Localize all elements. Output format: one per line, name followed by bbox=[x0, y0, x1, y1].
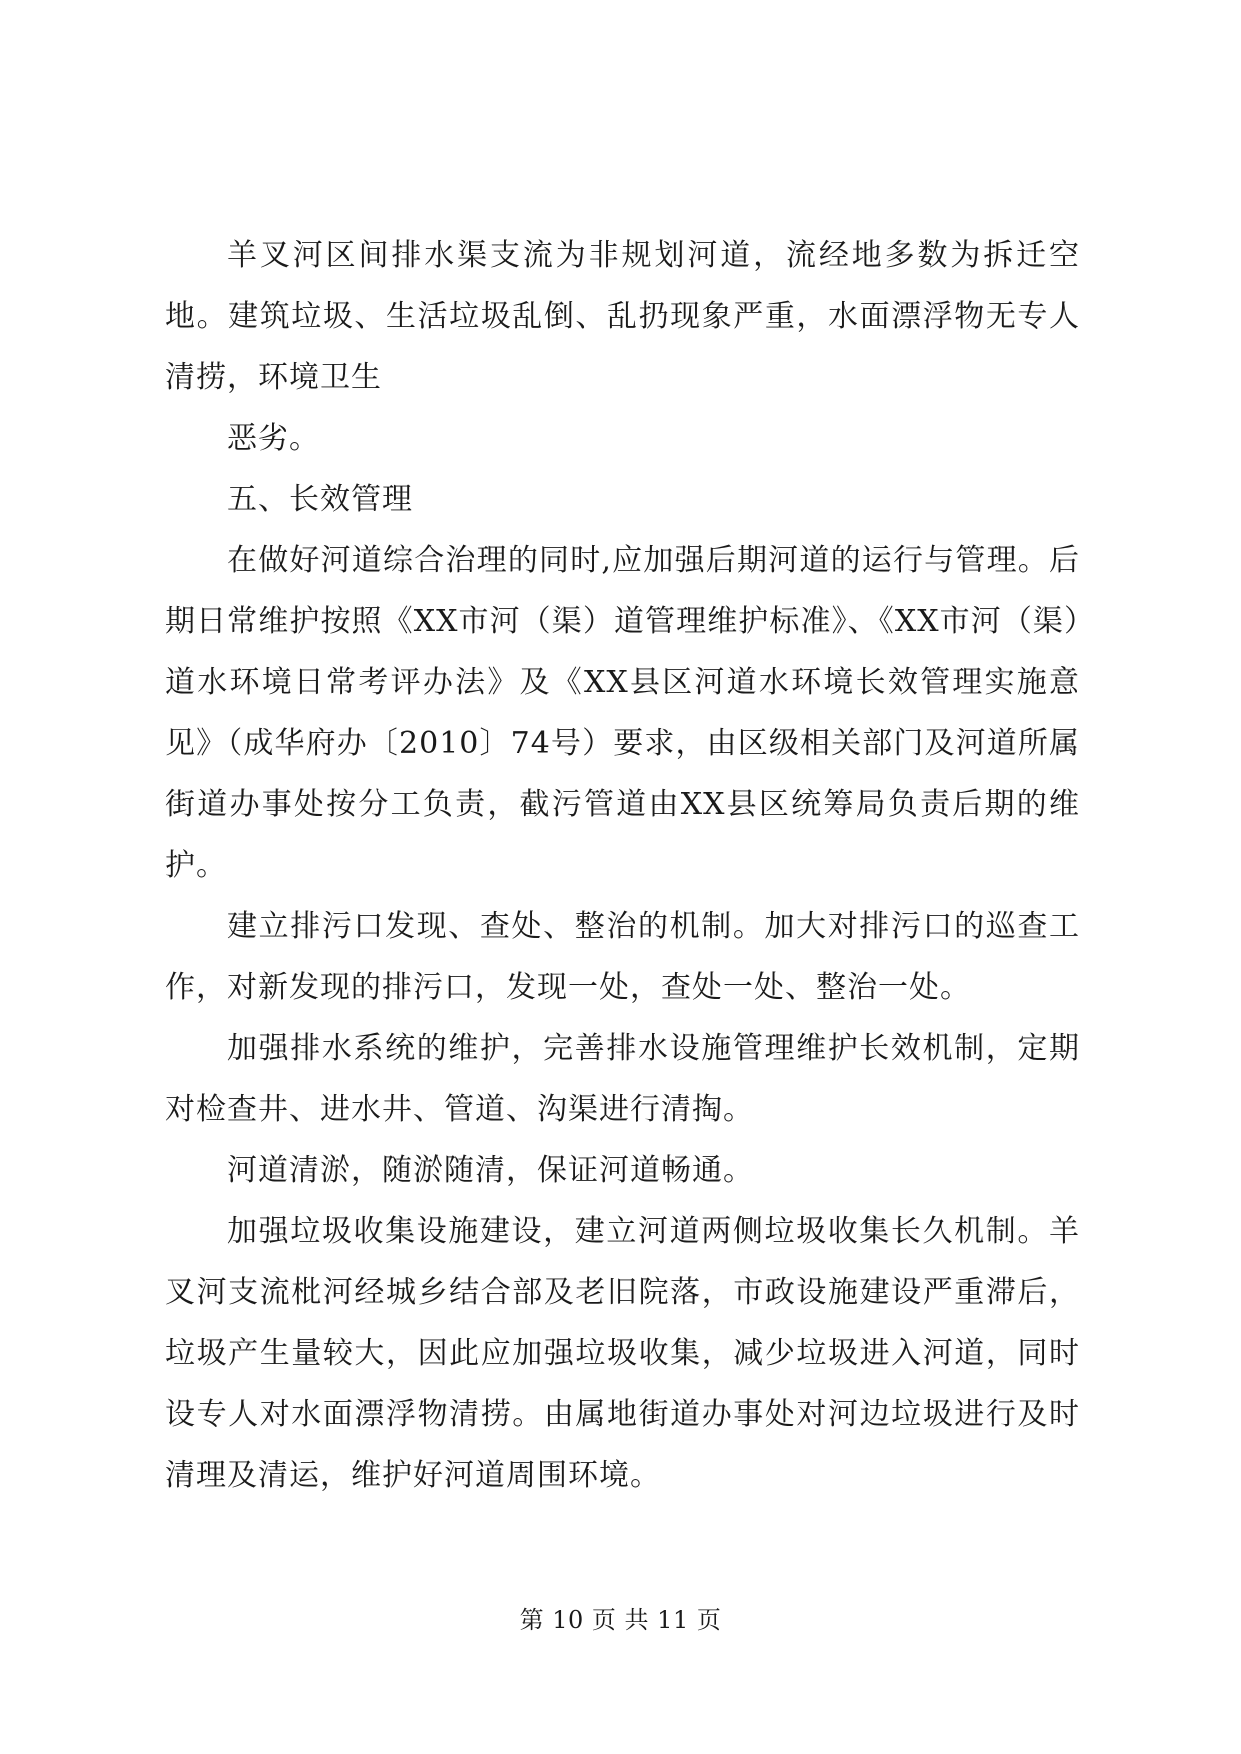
paragraph-sewage-outlet-mechanism: 建立排污口发现、查处、整治的机制。加大对排污口的巡查工作，对新发现的排污口，发现一处，查处一处、整治一处。 bbox=[165, 909, 1080, 1005]
paragraph-river-dredging: 河道清淤，随淤随清，保证河道畅通。 bbox=[227, 1153, 754, 1188]
paragraph-river-maintenance: 在做好河道综合治理的同时,应加强后期河道的运行与管理。后期日常维护按照《XX市河（渠）道管理维护标准》、《XX市河（渠）道水环境日常考评办法》及《XX县区河道水环境长效管理实施意见》（成华府办〔2010〕74号）要求，由区级相关部门及河道所属街道办事处按分工负责，截污管道由XX县区统筹局负责后期的维护。 bbox=[165, 543, 1080, 883]
page-number-footer: 第 10 页 共 11 页 bbox=[519, 1606, 722, 1634]
section-heading-long-term-management: 五、长效管理 bbox=[227, 482, 413, 517]
document-body bbox=[165, 225, 1080, 1506]
paragraph-garbage-collection: 加强垃圾收集设施建设，建立河道两侧垃圾收集长久机制。羊叉河支流枇河经城乡结合部及老旧院落，市政设施建设严重滞后，垃圾产生量较大，因此应加强垃圾收集，减少垃圾进入河道，同时设专人对水面漂浮物清捞。由属地街道办事处对河边垃圾进行及时清理及清运，维护好河道周围环境。 bbox=[165, 1214, 1080, 1493]
paragraph-continuation: 恶劣。 bbox=[227, 421, 320, 456]
paragraph-drainage-tributary: 羊叉河区间排水渠支流为非规划河道，流经地多数为拆迁空地。建筑垃圾、生活垃圾乱倒、乱扔现象严重，水面漂浮物无专人清捞，环境卫生 bbox=[165, 238, 1080, 395]
paragraph-drainage-system-maintenance: 加强排水系统的维护，完善排水设施管理维护长效机制，定期对检查井、进水井、管道、沟渠进行清掏。 bbox=[165, 1031, 1080, 1127]
